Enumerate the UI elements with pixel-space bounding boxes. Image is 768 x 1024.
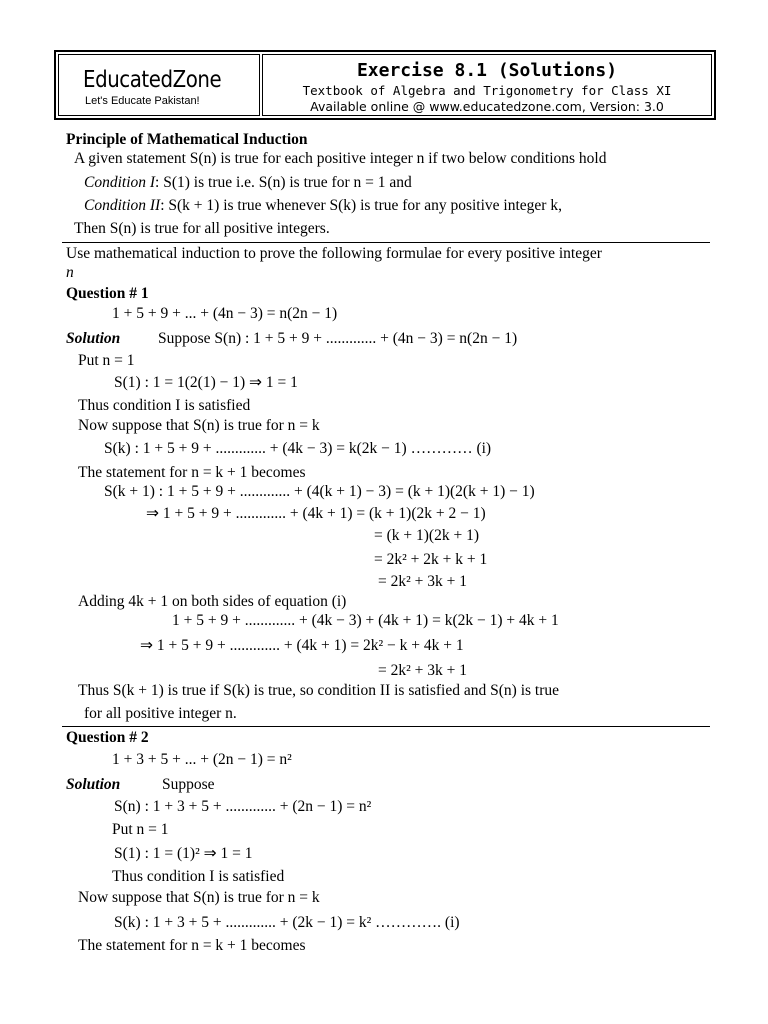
principle-intro: A given statement S(n) is true for each positive integer n if two below conditions hold (74, 150, 607, 167)
availability-line (263, 99, 711, 114)
q1-step-1: ⇒ 1 + 5 + 9 + ............. + (4k + 1) = (k + 1)(2k + 2 − 1) (146, 505, 486, 522)
exercise-title: Exercise 8.1 (Solutions) (356, 60, 618, 81)
q2-heading: Question # 2 (66, 729, 149, 746)
q1-formula: 1 + 5 + 9 + ... + (4n − 3) = n(2n − 1) (112, 305, 338, 322)
q2-s1: S(1) : 1 = (1)² ⇒ 1 = 1 (114, 845, 253, 862)
available-prefix: Available online @ (310, 99, 430, 114)
principle-conclusion: Then S(n) is true for all positive integers. (74, 220, 330, 237)
q1-s1: S(1) : 1 = 1(2(1) − 1) ⇒ 1 = 1 (114, 374, 298, 391)
q2-now-suppose: Now suppose that S(n) is true for n = k (78, 889, 320, 906)
divider-2 (62, 726, 710, 727)
q2-solution-label: Solution (66, 776, 121, 793)
q1-add-3: = 2k² + 3k + 1 (378, 662, 467, 679)
q2-sn: S(n) : 1 + 3 + 5 + ............. + (2n − 1) = n² (114, 798, 372, 815)
q1-step-3: = 2k² + 2k + k + 1 (374, 551, 488, 568)
q1-condition-1: Thus condition I is satisfied (78, 397, 251, 414)
q2-formula: 1 + 3 + 5 + ... + (2n − 1) = n² (112, 751, 292, 768)
website-link[interactable]: www.educatedzone.com (429, 99, 582, 114)
brand-logo: EducatedZone (83, 67, 222, 93)
condition-1-label: Condition I (84, 174, 156, 191)
version-label: , Version: 3.0 (581, 99, 664, 114)
q1-now-suppose: Now suppose that S(n) is true for n = k (78, 417, 320, 434)
q2-sk: S(k) : 1 + 3 + 5 + ............. + (2k − 1) = k² …………. (i) (114, 914, 460, 931)
condition-2 (84, 197, 562, 215)
principle-heading: Principle of Mathematical Induction (66, 131, 308, 148)
q2-put: Put n = 1 (112, 821, 169, 838)
q1-step-2: = (k + 1)(2k + 1) (374, 527, 479, 544)
exercise-box (262, 54, 712, 116)
condition-2-label: Condition II (84, 197, 161, 214)
q2-condition-1: Thus condition I is satisfied (112, 868, 285, 885)
instruction-line-1: Use mathematical induction to prove the following formulae for every positive integer (66, 245, 602, 262)
q1-step-4: = 2k² + 3k + 1 (378, 573, 467, 590)
q1-sk: S(k) : 1 + 5 + 9 + ............. + (4k − 3) = k(2k − 1) ………… (i) (104, 440, 492, 457)
q2-suppose: Suppose (162, 776, 215, 793)
q1-adding: Adding 4k + 1 on both sides of equation (i) (78, 593, 347, 610)
q1-statement: The statement for n = k + 1 becomes (78, 464, 306, 481)
q1-solution-label: Solution (66, 330, 121, 347)
condition-1 (84, 174, 412, 192)
exercise-subtitle: Textbook of Algebra and Trigonometry for Class XI (302, 83, 672, 98)
condition-1-text: : S(1) is true i.e. S(n) is true for n = 1 and (155, 174, 412, 191)
q1-thus: Thus S(k + 1) is true if S(k) is true, so condition II is satisfied and S(n) is true (78, 682, 559, 699)
header-box (54, 50, 716, 120)
instruction-line-2: n (66, 264, 74, 281)
q1-suppose: Suppose S(n) : 1 + 5 + 9 + ............. + (4n − 3) = n(2n − 1) (158, 330, 518, 347)
q1-add-2: ⇒ 1 + 5 + 9 + ............. + (4k + 1) = 2k² − k + 4k + 1 (140, 637, 464, 654)
q2-statement: The statement for n = k + 1 becomes (78, 937, 306, 954)
q1-add-1: 1 + 5 + 9 + ............. + (4k − 3) + (4k + 1) = k(2k − 1) + 4k + 1 (172, 612, 559, 629)
q1-put: Put n = 1 (78, 352, 135, 369)
q1-thus-2: for all positive integer n. (84, 705, 237, 722)
q1-heading: Question # 1 (66, 285, 149, 302)
brand-tagline: Let's Educate Pakistan! (85, 95, 200, 107)
divider-1 (62, 242, 710, 243)
brand-box (58, 54, 260, 116)
condition-2-text: : S(k + 1) is true whenever S(k) is true for any positive integer k, (160, 197, 562, 214)
q1-sk1: S(k + 1) : 1 + 5 + 9 + ............. + (4(k + 1) − 3) = (k + 1)(2(k + 1) − 1) (104, 483, 535, 500)
